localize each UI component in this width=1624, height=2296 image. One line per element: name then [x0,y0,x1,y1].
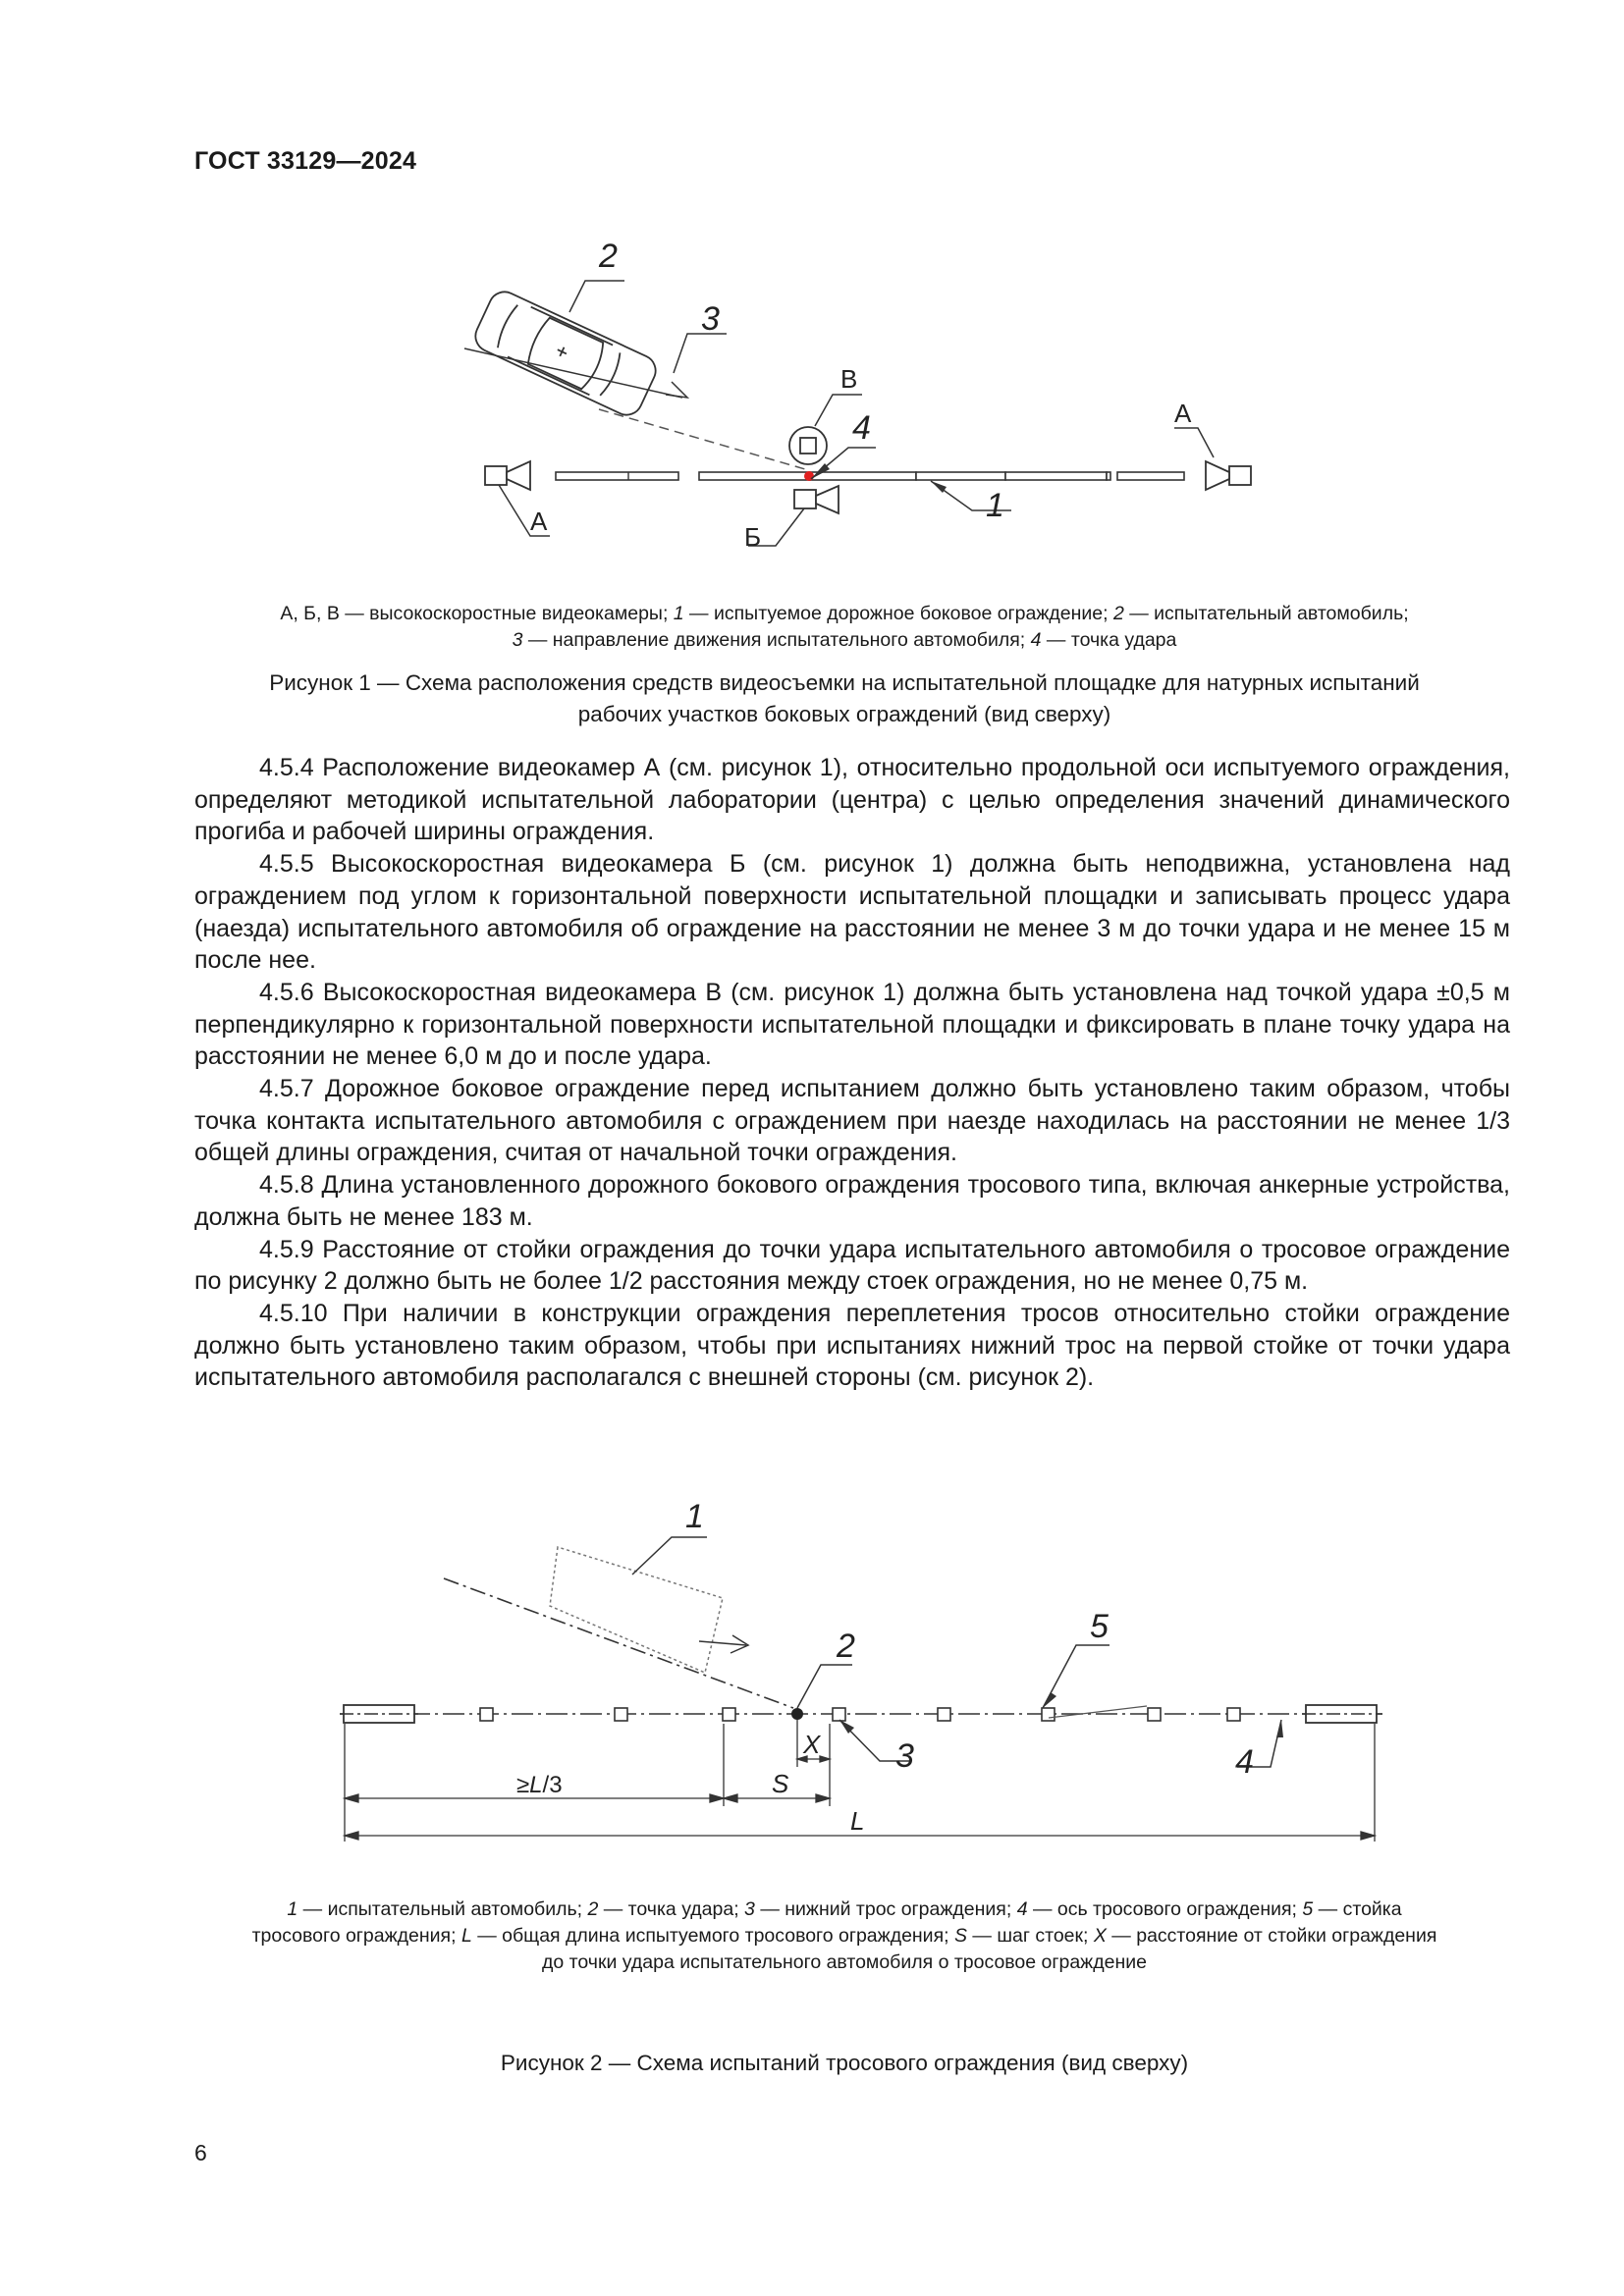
fig2-label-car: 1 [685,1498,704,1535]
fig2-label-post: 5 [1090,1608,1109,1645]
fig2-dim-x: X [803,1730,821,1759]
fig2-label-cable: 3 [895,1737,914,1775]
body-text [194,752,1510,1394]
legend2-key-x: X [1093,1925,1107,1947]
legend2-desc-5: — стойка [1313,1898,1402,1920]
page-number: 6 [194,2140,207,2165]
legend2-desc-l: — общая длина испытуемого тросового ограждения; [471,1925,954,1947]
fig1-label-cam-v: В [840,364,858,394]
paragraph-4-5-9: 4.5.9 Расстояние от стойки ограждения до точки удара испытательного автомобиля о тросовое ограждение по рисунку 2 должно быть не более 1/2 расстояния между стоек ограждения, но не менее 0,75 м. [194,1235,1510,1296]
paragraph-4-5-7: 4.5.7 Дорожное боковое ограждение перед испытанием должно быть установлено таким образом, чтобы точка контакта испытательного автомобиля с ограждением при наезде находилась на расстоянии не менее 1/3 общей длины ограждения, считая от начальной точки ограждения. [194,1075,1510,1167]
legend2-key-s: S [953,1925,967,1947]
legend2-key-l: L [460,1925,472,1947]
legend1-key-3: 3 [512,629,523,651]
fig1-label-cam-a-left: А [530,507,548,536]
fig1-label-direction: 3 [701,300,720,338]
legend2-key-2: 2 [587,1898,599,1920]
legend1-key-2: 2 [1112,603,1124,624]
legend2-desc-3: — нижний трос ограждения; [754,1898,1017,1920]
paragraph-4-5-8: 4.5.8 Длина установленного дорожного бокового ограждения тросового типа, включая анкерные устройства, должна быть не менее 183 м. [194,1171,1510,1231]
legend1-desc-4: — точка удара [1041,629,1177,651]
figure2-caption: Рисунок 2 — Схема испытаний тросового ограждения (вид сверху) [500,2051,1189,2075]
fig1-label-impact: 4 [852,409,871,447]
paragraph-4-5-6: 4.5.6 Высокоскоростная видеокамера В (см. рисунок 1) должна быть установлена над точкой удара ±0,5 м перпендикулярно к горизонтальной поверхности испытательной площадки и фиксировать в плане точку удара на расстоянии не менее 6,0 м до и после удара. [194,978,1510,1071]
trajectory-line [599,409,805,469]
fig1-label-cam-a-right: А [1174,399,1192,428]
camera-a-right [1206,461,1251,490]
fig2-impact-point [791,1708,803,1720]
legend2-key-3: 3 [744,1898,755,1920]
legend2-desc-2: — точка удара; [598,1898,745,1920]
barrier-segments [556,472,1184,480]
legend2-desc-x: — расстояние от стойки ограждения [1106,1925,1437,1947]
legend2-key-1: 1 [287,1898,298,1920]
anchor-right [1306,1705,1377,1723]
legend1-desc-3: — направление движения испытательного автомобиля; [522,629,1031,651]
legend2-desc-1: — испытательный автомобиль; [298,1898,588,1920]
figure2-legend [157,1896,1532,1976]
legend2-key-4: 4 [1016,1898,1028,1920]
figure1-caption-line1: Рисунок 1 — Схема расположения средств видеосъемки на испытательной площадке для натурных испытаний [269,670,1420,695]
legend2-line3: до точки удара испытательного автомобиля о тросовое ограждение [542,1951,1147,1973]
fig1-label-barrier: 1 [986,487,1004,524]
figure1-diagram [0,0,1624,589]
anchor-left [344,1705,414,1723]
test-car [470,287,661,420]
legend2-desc-4: — ось тросового ограждения; [1027,1898,1303,1920]
paragraph-4-5-5: 4.5.5 Высокоскоростная видеокамера Б (см. рисунок 1) должна быть неподвижна, установлена над ограждением под углом к горизонтальной поверхности испытательной площадки и записывать процесс удара (наезда) испытательного автомобиля об ограждение на расстоянии не менее 3 м до точки удара и не менее 15 м после нее. [194,850,1510,975]
paragraph-4-5-10: 4.5.10 При наличии в конструкции ограждения переплетения тросов относительно стойки ограждение должно быть установлено таким образом, чтобы при испытаниях нижний трос на первой стойке от точки удара испытательного автомобиля располагался с внешней стороны (см. рисунок 2). [194,1299,1510,1392]
fig2-dim-s: S [772,1769,789,1798]
legend1-cameras: А, Б, В — высокоскоростные видеокамеры; [280,603,674,624]
document-header: ГОСТ 33129—2024 [194,147,417,175]
legend1-desc-1: — испытуемое дорожное боковое ограждение; [683,603,1113,624]
camera-v [789,427,827,464]
legend2-key-5: 5 [1302,1898,1314,1920]
figure1-legend [157,601,1532,654]
fig1-label-car: 2 [599,238,618,275]
fig2-label-impact: 2 [837,1628,855,1665]
legend2-desc-s: — шаг стоек; [967,1925,1094,1947]
legend1-key-4: 4 [1030,629,1042,651]
legend1-desc-2: — испытательный автомобиль; [1123,603,1409,624]
fig2-test-car [550,1547,723,1673]
fig2-label-axis: 4 [1235,1743,1254,1781]
paragraph-4-5-4: 4.5.4 Расположение видеокамер А (см. рисунок 1), относительно продольной оси испытуемого ограждения, определяют методикой испытательной лаборатории (центра) с целью определения значений динамического прогиба и рабочей ширины ограждения. [194,754,1510,846]
legend1-key-1: 1 [673,603,684,624]
camera-a-left [485,461,530,490]
legend2-desc-5b: тросового ограждения; [251,1925,461,1947]
camera-b [794,486,839,513]
fig2-dim-l: L [850,1806,865,1836]
figure2-diagram [0,1472,1624,1865]
figure1-caption-line2: рабочих участков боковых ограждений (вид сверху) [577,702,1111,726]
figure1-caption [157,667,1532,730]
fig1-label-cam-b: Б [744,522,762,552]
impact-point [804,471,814,481]
fig2-dim-third: ≥L/3 [516,1772,563,1798]
